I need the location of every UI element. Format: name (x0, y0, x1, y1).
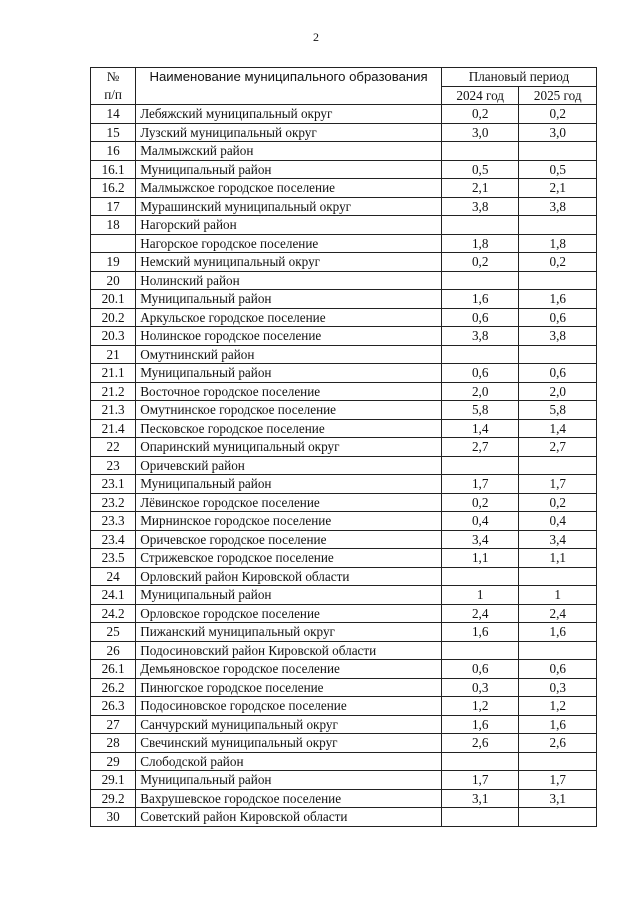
row-value-2025: 1 (519, 586, 597, 605)
row-value-2025: 2,1 (519, 179, 597, 198)
row-value-2025 (519, 271, 597, 290)
row-value-2024: 2,1 (441, 179, 519, 198)
row-value-2025: 1,6 (519, 715, 597, 734)
row-number: 16 (91, 142, 136, 161)
table-row (91, 604, 597, 623)
row-value-2025 (519, 345, 597, 364)
table-row (91, 493, 597, 512)
row-value-2025: 0,3 (519, 678, 597, 697)
table-row (91, 456, 597, 475)
row-name: Нолинское городское поселение (136, 327, 442, 346)
table-row (91, 123, 597, 142)
table-row (91, 345, 597, 364)
row-value-2025: 0,6 (519, 660, 597, 679)
row-value-2025: 1,1 (519, 549, 597, 568)
row-number: 29.2 (91, 789, 136, 808)
table-row (91, 308, 597, 327)
row-value-2025: 2,4 (519, 604, 597, 623)
row-value-2025: 5,8 (519, 401, 597, 420)
row-value-2025: 1,8 (519, 234, 597, 253)
row-number: 15 (91, 123, 136, 142)
table-row (91, 789, 597, 808)
table-row (91, 438, 597, 457)
row-value-2024: 1,1 (441, 549, 519, 568)
table-row (91, 752, 597, 771)
header-name: Наименование муниципального образования (136, 68, 442, 105)
row-value-2024: 1 (441, 586, 519, 605)
row-number: 23 (91, 456, 136, 475)
table-row (91, 512, 597, 531)
row-number (91, 234, 136, 253)
row-value-2024: 0,3 (441, 678, 519, 697)
table-row (91, 715, 597, 734)
row-number: 26.3 (91, 697, 136, 716)
row-value-2024: 0,2 (441, 493, 519, 512)
row-value-2024 (441, 216, 519, 235)
row-name: Подосиновский район Кировской области (136, 641, 442, 660)
table-row (91, 678, 597, 697)
table-row (91, 567, 597, 586)
row-number: 26.2 (91, 678, 136, 697)
row-value-2024: 0,6 (441, 308, 519, 327)
row-number: 27 (91, 715, 136, 734)
table-body (91, 105, 597, 827)
row-number: 24 (91, 567, 136, 586)
table-row (91, 623, 597, 642)
row-value-2025: 0,6 (519, 364, 597, 383)
row-value-2024: 3,0 (441, 123, 519, 142)
row-value-2025: 3,8 (519, 327, 597, 346)
row-number: 29 (91, 752, 136, 771)
row-name: Муниципальный район (136, 290, 442, 309)
row-name: Подосиновское городское поселение (136, 697, 442, 716)
row-value-2025: 3,1 (519, 789, 597, 808)
row-value-2024 (441, 808, 519, 827)
row-value-2024: 0,2 (441, 105, 519, 124)
table-header (91, 68, 597, 105)
table-row (91, 271, 597, 290)
row-number: 25 (91, 623, 136, 642)
row-value-2024: 2,6 (441, 734, 519, 753)
row-value-2024: 0,4 (441, 512, 519, 531)
row-name: Немский муниципальный округ (136, 253, 442, 272)
table-row (91, 641, 597, 660)
row-name: Пижанский муниципальный округ (136, 623, 442, 642)
row-name: Стрижевское городское поселение (136, 549, 442, 568)
row-value-2025: 3,8 (519, 197, 597, 216)
row-number: 21.1 (91, 364, 136, 383)
row-value-2024 (441, 142, 519, 161)
table-row (91, 808, 597, 827)
row-name: Малмыжский район (136, 142, 442, 161)
row-number: 23.4 (91, 530, 136, 549)
header-num-cell (91, 68, 136, 105)
row-name: Малмыжское городское поселение (136, 179, 442, 198)
row-value-2024: 3,8 (441, 197, 519, 216)
table-row (91, 771, 597, 790)
row-value-2024: 1,6 (441, 623, 519, 642)
row-name: Аркульское городское поселение (136, 308, 442, 327)
row-value-2025: 1,7 (519, 771, 597, 790)
row-name: Вахрушевское городское поселение (136, 789, 442, 808)
table-row (91, 364, 597, 383)
table-row (91, 105, 597, 124)
table-row (91, 419, 597, 438)
row-value-2024 (441, 752, 519, 771)
row-value-2024: 0,6 (441, 364, 519, 383)
header-year-2025: 2025 год (519, 86, 597, 105)
row-value-2025: 0,4 (519, 512, 597, 531)
row-value-2025 (519, 641, 597, 660)
row-name: Лебяжский муниципальный округ (136, 105, 442, 124)
row-number: 23.3 (91, 512, 136, 531)
row-value-2024: 1,8 (441, 234, 519, 253)
row-value-2025: 2,6 (519, 734, 597, 753)
row-value-2025: 3,4 (519, 530, 597, 549)
table-row (91, 216, 597, 235)
row-value-2024: 3,8 (441, 327, 519, 346)
row-value-2024 (441, 456, 519, 475)
row-value-2024: 3,4 (441, 530, 519, 549)
row-number: 17 (91, 197, 136, 216)
row-value-2024: 1,6 (441, 715, 519, 734)
table-row (91, 382, 597, 401)
row-number: 21 (91, 345, 136, 364)
row-number: 30 (91, 808, 136, 827)
row-value-2024: 0,2 (441, 253, 519, 272)
row-number: 20.3 (91, 327, 136, 346)
row-value-2025: 1,6 (519, 290, 597, 309)
row-number: 23.5 (91, 549, 136, 568)
row-number: 16.2 (91, 179, 136, 198)
row-number: 29.1 (91, 771, 136, 790)
row-number: 18 (91, 216, 136, 235)
row-value-2024: 2,4 (441, 604, 519, 623)
row-value-2025: 0,5 (519, 160, 597, 179)
row-number: 26.1 (91, 660, 136, 679)
table-row (91, 734, 597, 753)
row-value-2024: 3,1 (441, 789, 519, 808)
row-name: Санчурский муниципальный округ (136, 715, 442, 734)
table-row (91, 586, 597, 605)
table-row (91, 234, 597, 253)
table-row (91, 475, 597, 494)
row-name: Нолинский район (136, 271, 442, 290)
table-row (91, 327, 597, 346)
row-value-2024 (441, 271, 519, 290)
row-number: 24.1 (91, 586, 136, 605)
row-number: 22 (91, 438, 136, 457)
table-row (91, 549, 597, 568)
row-value-2024: 1,2 (441, 697, 519, 716)
row-value-2025: 0,6 (519, 308, 597, 327)
table-row (91, 253, 597, 272)
row-value-2025: 1,2 (519, 697, 597, 716)
row-name: Муниципальный район (136, 771, 442, 790)
row-name: Мирнинское городское поселение (136, 512, 442, 531)
table-row (91, 290, 597, 309)
table-row (91, 401, 597, 420)
row-value-2025: 2,0 (519, 382, 597, 401)
row-name: Свечинский муниципальный округ (136, 734, 442, 753)
table-row (91, 160, 597, 179)
row-value-2025: 1,6 (519, 623, 597, 642)
row-value-2025: 1,4 (519, 419, 597, 438)
row-name: Песковское городское поселение (136, 419, 442, 438)
row-value-2025: 2,7 (519, 438, 597, 457)
row-name: Восточное городское поселение (136, 382, 442, 401)
row-value-2025 (519, 567, 597, 586)
row-name: Слободской район (136, 752, 442, 771)
row-number: 28 (91, 734, 136, 753)
header-num-label: № (106, 69, 120, 84)
table-row (91, 197, 597, 216)
row-name: Муниципальный район (136, 475, 442, 494)
row-number: 19 (91, 253, 136, 272)
row-value-2025: 0,2 (519, 105, 597, 124)
row-number: 20.2 (91, 308, 136, 327)
row-number: 23.1 (91, 475, 136, 494)
table-row (91, 142, 597, 161)
row-number: 21.4 (91, 419, 136, 438)
row-number: 24.2 (91, 604, 136, 623)
table-row (91, 660, 597, 679)
plan-table (90, 67, 597, 827)
header-period: Плановый период (441, 68, 596, 87)
row-value-2024: 0,6 (441, 660, 519, 679)
row-number: 21.2 (91, 382, 136, 401)
row-value-2024: 2,0 (441, 382, 519, 401)
row-value-2024 (441, 641, 519, 660)
row-name: Пинюгское городское поселение (136, 678, 442, 697)
row-name: Нагорский район (136, 216, 442, 235)
header-year-2024: 2024 год (441, 86, 519, 105)
row-name: Нагорское городское поселение (136, 234, 442, 253)
row-value-2025 (519, 808, 597, 827)
row-value-2024: 1,4 (441, 419, 519, 438)
row-name: Опаринский муниципальный округ (136, 438, 442, 457)
row-value-2024: 2,7 (441, 438, 519, 457)
row-value-2025 (519, 142, 597, 161)
row-value-2025 (519, 752, 597, 771)
row-value-2024: 1,7 (441, 771, 519, 790)
row-name: Омутнинский район (136, 345, 442, 364)
row-name: Орловское городское поселение (136, 604, 442, 623)
row-name: Оричевское городское поселение (136, 530, 442, 549)
row-name: Мурашинский муниципальный округ (136, 197, 442, 216)
row-name: Советский район Кировской области (136, 808, 442, 827)
row-value-2025: 0,2 (519, 253, 597, 272)
row-name: Оричевский район (136, 456, 442, 475)
row-number: 26 (91, 641, 136, 660)
row-number: 20 (91, 271, 136, 290)
row-name: Омутнинское городское поселение (136, 401, 442, 420)
row-value-2025: 3,0 (519, 123, 597, 142)
row-name: Муниципальный район (136, 160, 442, 179)
row-value-2025 (519, 216, 597, 235)
row-value-2025: 0,2 (519, 493, 597, 512)
row-number: 20.1 (91, 290, 136, 309)
header-num-sub: п/п (104, 86, 122, 102)
table-row (91, 179, 597, 198)
table-row (91, 530, 597, 549)
row-value-2024 (441, 567, 519, 586)
row-value-2024: 1,6 (441, 290, 519, 309)
row-number: 14 (91, 105, 136, 124)
row-value-2025 (519, 456, 597, 475)
row-value-2024: 0,5 (441, 160, 519, 179)
row-name: Демьяновское городское поселение (136, 660, 442, 679)
row-number: 16.1 (91, 160, 136, 179)
row-value-2024 (441, 345, 519, 364)
row-number: 23.2 (91, 493, 136, 512)
table-row (91, 697, 597, 716)
row-value-2024: 1,7 (441, 475, 519, 494)
row-number: 21.3 (91, 401, 136, 420)
row-value-2024: 5,8 (441, 401, 519, 420)
row-value-2025: 1,7 (519, 475, 597, 494)
row-name: Муниципальный район (136, 364, 442, 383)
row-name: Лузский муниципальный округ (136, 123, 442, 142)
row-name: Лёвинское городское поселение (136, 493, 442, 512)
row-name: Муниципальный район (136, 586, 442, 605)
page-number: 2 (313, 30, 319, 44)
row-name: Орловский район Кировской области (136, 567, 442, 586)
